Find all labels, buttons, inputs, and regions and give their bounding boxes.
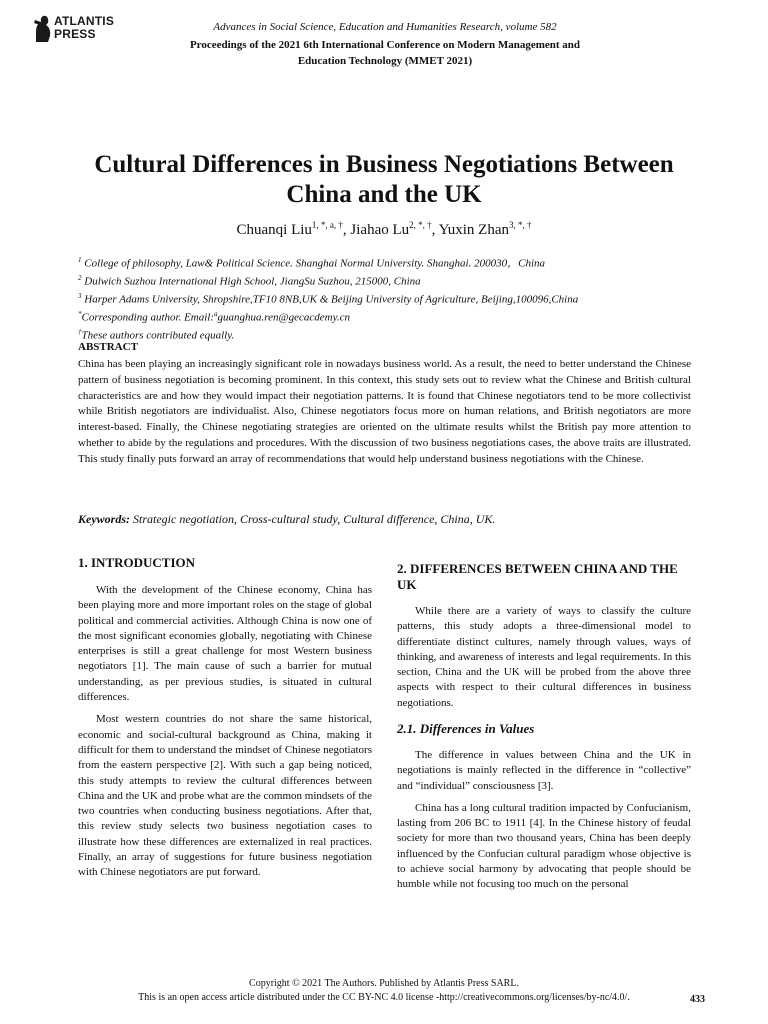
proceedings-line-1: Proceedings of the 2021 6th International Conference on Modern Management and <box>189 39 581 51</box>
abstract-heading: ABSTRACT <box>78 341 138 353</box>
paragraph: With the development of the Chinese economy, China has been playing more and more important roles on the stage of global political and commercial activities. Although China is now one of the most significant economies globally, negotiating with Chinese enterprises is still a great challenge for most Western business negotiators [1]. The main cause of such a barrier for mutual understanding, as per previous studies, is situated in cultural differences. <box>78 584 372 704</box>
section-2-body <box>397 604 691 718</box>
series-line: Advances in Social Science, Education and Humanities Research, volume 582 <box>213 21 557 33</box>
proceedings-line <box>150 37 620 69</box>
section-2-1-heading: 2.1. Differences in Values <box>397 721 535 736</box>
proceedings-line-2: Education Technology (MMET 2021) <box>297 55 473 67</box>
corresponding-author: *Corresponding author. Email:$^a$guanghua.ren@gecacdemy.cn <box>78 310 351 324</box>
section-2-1-body <box>397 748 691 900</box>
section-2-heading: 2. DIFFERENCES BETWEEN CHINA AND THE UK <box>397 561 678 592</box>
license-line: This is an open access article distributed under the CC BY-NC 4.0 license -http://creativecommons.org/licenses/by-nc/4.0/. <box>138 992 630 1003</box>
paper-title <box>60 150 708 210</box>
abstract-text: China has been playing an increasingly significant role in nowadays business world. As a result, the need to better understand the Chinese pattern of business negotiation is becoming prominent. In this context, this study sets out to review what the Chinese and British cultural characteristics are and how they would impact their negotiation patterns. It is found that Chinese negotiators tend to be more collectivist while British negotiators are individualist. Also, Chinese negotiators focus more on human relations, and British negotiators are more interest-based. Finally, the Chinese negotiating strategies are oriented on the ultimate results whilst the British pay more attention to whether to abide by the regulations and procedures. With the discussion of two business negotiations cases, the above traits are illustrated. This study finally puts forward an array of recommendations that would help understand business negotiations with the Chinese. <box>78 358 691 465</box>
author-list: Chuanqi Liu$^{1, *, a, \dagger}$, Jiahao $Lu^{2, *, \dagger}$, Yuxin Zhan$^{3, *, \dagger}$ <box>236 220 532 238</box>
title-line-1: Cultural Differences in Business Negotiations Between <box>94 151 674 178</box>
equal-contribution-note: †These authors contributed equally. <box>78 328 235 342</box>
atlantis-logo-icon <box>32 14 54 44</box>
author-sup: 3, *, † <box>509 220 532 230</box>
paragraph: China has a long cultural tradition impacted by Confucianism, lasting from 206 BC to 1911 [4]. In the Chinese history of feudal society for more than two thousand years, China has been deeply influenced by the Confucian cultural paradigm whose objective is to achieve social harmony by advocating that people should be humble while not focusing too much on the personal <box>397 801 691 891</box>
affiliation: $^1$ College of philosophy, Law& Political Science. Shanghai Normal University. Shanghai. 200030，China <box>78 256 546 270</box>
author-sup: 1, *, a, † <box>311 220 343 230</box>
affiliation: $^3$ Harper Adams University, Shropshire,TF10 8NB,UK & Beijing University of Agriculture, Beijing,100096,China <box>78 292 579 306</box>
paragraph: Most western countries do not share the same historical, economic and social-cultural background as China, making it difficult for them to understand the mindset of Chinese negotiators from the eastern perspective [2]. With such a gap being noticed, this study attempts to review the cultural differences between China and the UK and probe what are the common mindsets of the two countries when conducting business negotiations. After that, this review study selects two business negotiation cases to illustrate how these differences are externalized in real practices. Finally, an array of suggestions for future business negotiation with Chinese negotiators are put forward. <box>78 713 372 879</box>
keywords <box>78 512 691 527</box>
keywords-list: Strategic negotiation, Cross-cultural study, Cultural difference, China, UK. <box>133 512 496 526</box>
page-number: 433 <box>690 994 705 1005</box>
page-footer <box>40 977 728 1005</box>
title-line-2: China and the UK <box>286 181 482 208</box>
author-name: Jiahao Lu <box>350 222 410 238</box>
author-sup: 2, *, † <box>409 220 432 230</box>
publisher-name <box>54 15 114 41</box>
affiliations <box>78 253 698 343</box>
affiliation: $^2$ Dulwich Suzhou International High School, JiangSu Suzhou, 215000, China <box>78 274 421 288</box>
copyright-line: Copyright © 2021 The Authors. Published by Atlantis Press SARL. <box>249 978 519 989</box>
paragraph: The difference in values between China and the UK in negotiations is mainly reflected in the difference in “collective” and “individual” consciousness [3]. <box>397 749 691 792</box>
author-name: Yuxin Zhan <box>438 222 510 238</box>
publisher-line1: ATLANTIS <box>54 14 115 28</box>
author-name: Chuanqi Liu <box>236 222 312 238</box>
keywords-label: Keywords: <box>78 512 130 526</box>
publisher-line2: PRESS <box>54 27 96 41</box>
email-mark: a <box>214 310 218 319</box>
publisher-logo <box>32 14 132 48</box>
email-link[interactable]: guanghua.ren@gecacdemy.cn <box>217 311 351 324</box>
section-1-heading: 1. INTRODUCTION <box>78 555 196 570</box>
section-1-body <box>78 583 372 888</box>
paragraph: While there are a variety of ways to classify the culture patterns, this study adopts a three-dimensional model to differentiate distinct cultures, namely through values, ways of thinking, and awareness of interests and legal requirements. In this section, China and the UK will be probed from the above three aspects with respect to their cultural differences in business negotiations. <box>397 605 691 709</box>
